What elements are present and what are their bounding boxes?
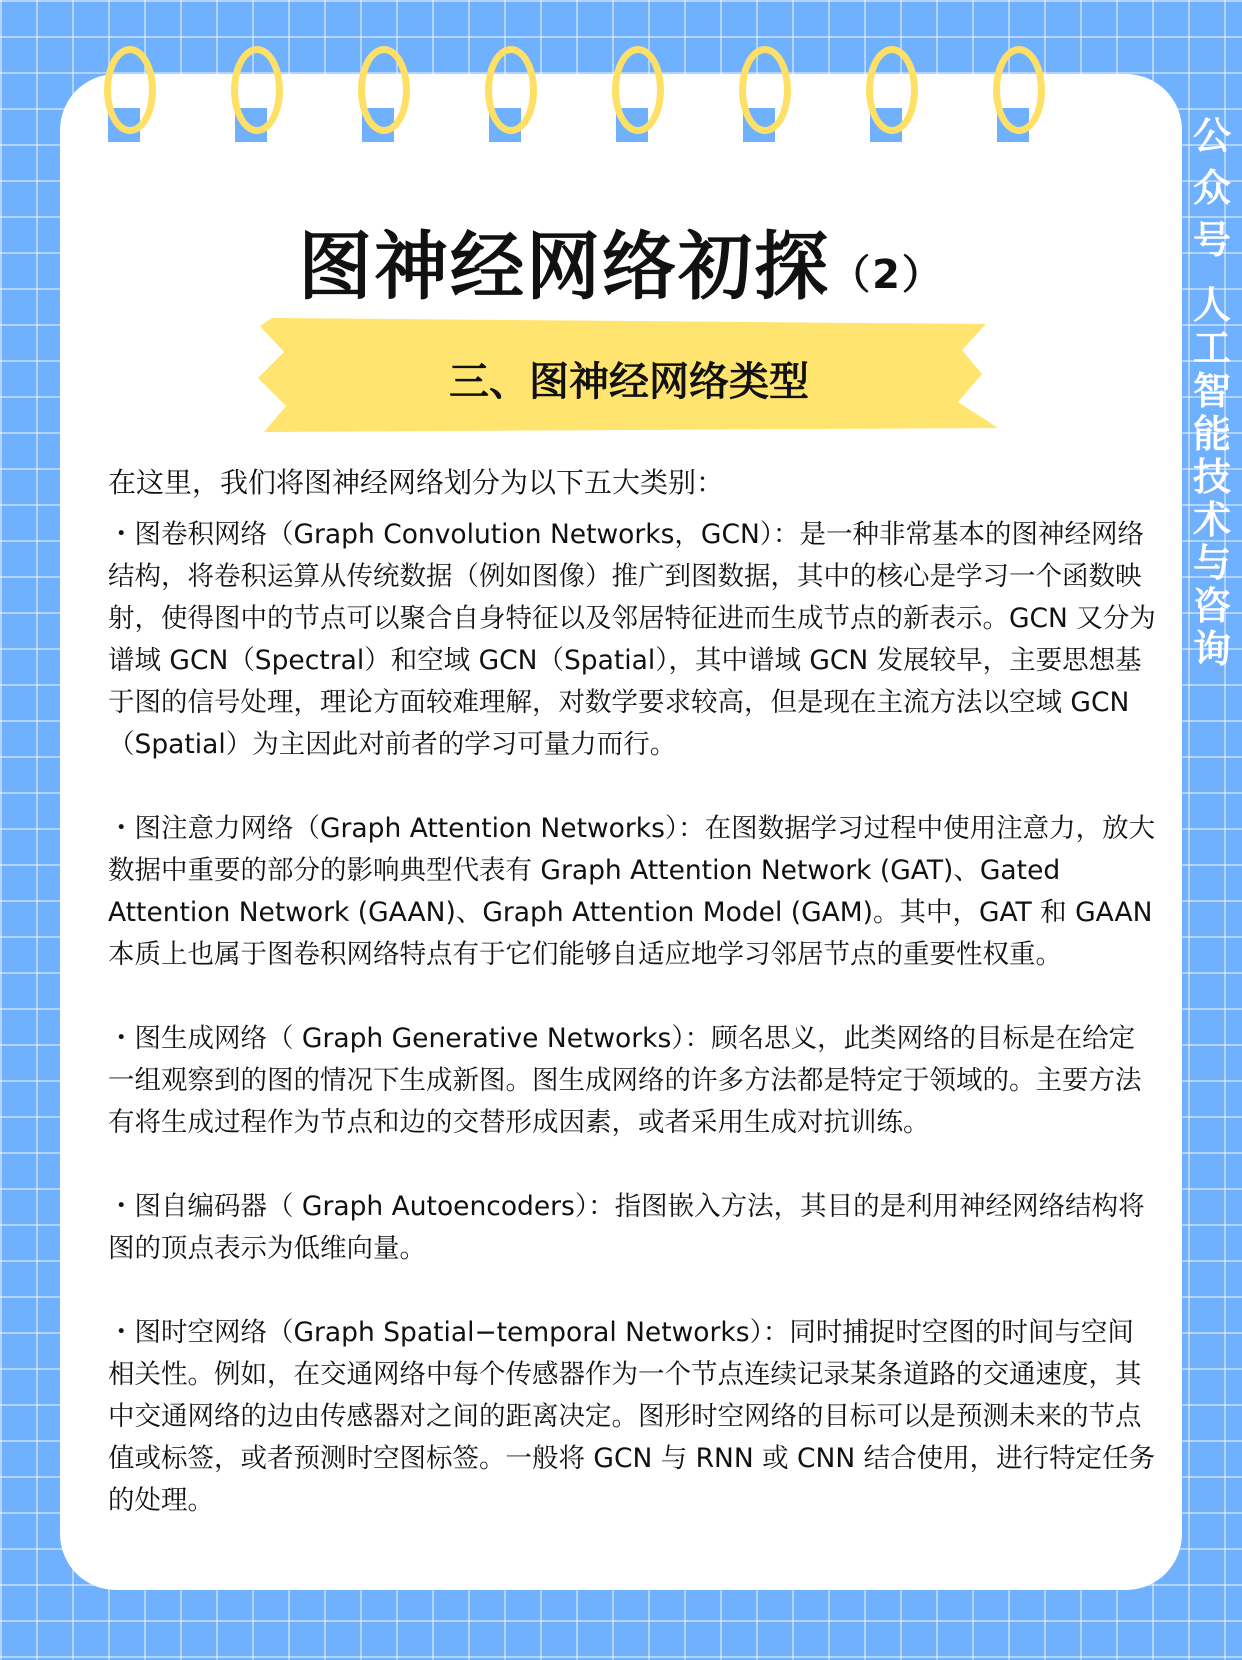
notebook-binding xyxy=(0,0,1242,160)
paragraph-gae: ・图自编码器（ Graph Autoencoders）：指图嵌入方法，其目的是利用神经网络结构将图的顶点表示为低维向量。 xyxy=(108,1191,1145,1264)
binding-ring xyxy=(612,46,664,134)
title-main: 图神经网络初探 xyxy=(298,224,831,310)
binding-ring xyxy=(358,46,410,134)
side-label-bottom: 人工智能技术与咨询 xyxy=(1192,283,1231,671)
paragraph-gcn: ・图卷积网络（Graph Convolution Networks，GCN）：是一种非常基本的图神经网络结构，将卷积运算从传统数据（例如图像）推广到图数据，其中的核心是学习一个函数映射，使得图中的节点可以聚合自身特征以及邻居特征进而生成节点的新表示。GCN 又分为谱域 GCN（Spectral）和空域 GCN（Spatial），其中谱域 GCN 发展较早，主要思想基于图的信号处理，理论方面较难理解，对数学要求较高，但是现在主流方法以空域 GCN（Spatial）为主因此对前者的学习可量力而行。 xyxy=(108,519,1156,760)
page-title xyxy=(0,208,1242,314)
side-label-top: 公众号 xyxy=(1192,114,1231,262)
paragraph-ggn: ・图生成网络（ Graph Generative Networks）：顾名思义，此类网络的目标是在给定一组观察到的图的情况下生成新图。图生成网络的许多方法都是特定于领域的。主要方法有将生成过程作为节点和边的交替形成因素，或者采用生成对抗训练。 xyxy=(108,1023,1142,1138)
paragraph-gat: ・图注意力网络（Graph Attention Networks）：在图数据学习过程中使用注意力，放大数据中重要的部分的影响典型代表有 Graph Attention Network (GAT)、Gated Attention Network (GAAN)、Graph Attention Model (GAM)。其中，GAT 和 GAAN 本质上也属于图卷积网络特点有于它们能够自适应地学习邻居节点的重要性权重。 xyxy=(108,813,1156,970)
binding-ring xyxy=(231,46,283,134)
section-banner xyxy=(258,316,1000,434)
binding-ring xyxy=(739,46,791,134)
binding-ring xyxy=(104,46,156,134)
intro-text: 在这里，我们将图神经网络划分为以下五大类别： xyxy=(108,466,725,499)
binding-ring xyxy=(485,46,537,134)
binding-ring xyxy=(993,46,1045,134)
paragraph-gstn: ・图时空网络（Graph Spatial−temporal Networks）：同时捕捉时空图的时间与空间相关性。例如，在交通网络中每个传感器作为一个节点连续记录某条道路的交通速度，其中交通网络的边由传感器对之间的距离决定。图形时空网络的目标可以是预测未来的节点值或标签，或者预测时空图标签。一般将 GCN 与 RNN 或 CNN 结合使用，进行特定任务的处理。 xyxy=(108,1317,1156,1516)
binding-ring xyxy=(866,46,918,134)
section-heading: 三、图神经网络类型 xyxy=(449,359,809,405)
title-suffix: （2） xyxy=(830,251,944,298)
article-body xyxy=(108,462,1158,1564)
side-label xyxy=(1186,110,1238,671)
